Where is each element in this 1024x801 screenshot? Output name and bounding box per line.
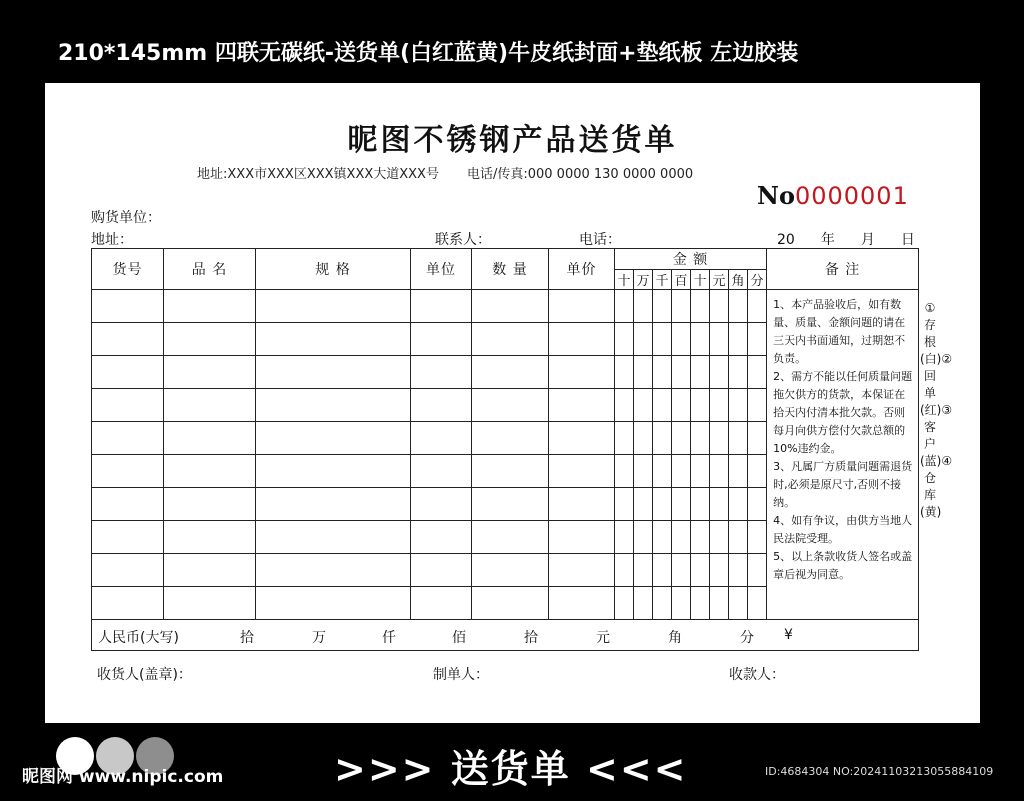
table-cell[interactable] — [92, 389, 164, 422]
table-cell[interactable] — [748, 323, 767, 356]
table-cell[interactable] — [672, 290, 691, 323]
table-cell[interactable] — [691, 587, 710, 620]
table-cell[interactable] — [164, 323, 256, 356]
col-header-spec: 规 格 — [256, 249, 411, 290]
table-cell[interactable] — [748, 554, 767, 587]
buyer-field[interactable]: 购货单位： — [91, 210, 161, 226]
table-cell[interactable] — [92, 587, 164, 620]
table-cell[interactable] — [729, 389, 748, 422]
banner-title: 210*145mm 四联无碳纸-送货单(白红蓝黄)牛皮纸封面+垫纸板 左边胶装 — [58, 41, 799, 66]
table-cell[interactable] — [672, 587, 691, 620]
serial-label: No — [757, 181, 795, 210]
table-cell[interactable] — [256, 488, 411, 521]
table-cell[interactable] — [256, 455, 411, 488]
table-cell[interactable] — [256, 356, 411, 389]
table-cell[interactable] — [672, 554, 691, 587]
table-cell[interactable] — [164, 521, 256, 554]
table-cell[interactable] — [472, 356, 549, 389]
table-cell[interactable] — [710, 323, 729, 356]
table-cell[interactable] — [164, 587, 256, 620]
company-contact-line — [197, 163, 693, 182]
table-cell[interactable] — [549, 389, 615, 422]
form-title: 昵图不锈钢产品送货单 — [347, 123, 678, 158]
receiver-signature[interactable]: 收货人(盖章)： — [97, 667, 192, 683]
remark-item: 2、需方不能以任何质量问题拖欠供方的货款，本保证在拾天内付清本批欠款。否则每月向供方偿付欠款总额的10%违约金。 — [773, 370, 913, 455]
table-cell[interactable] — [615, 455, 634, 488]
table-cell[interactable] — [729, 488, 748, 521]
table-cell[interactable] — [615, 389, 634, 422]
total-amount-row: 人民币(大写) 拾 万 仟 佰 拾 元 角 分 ¥ — [92, 620, 919, 651]
payee-signature[interactable]: 收款人： — [729, 667, 785, 683]
table-cell[interactable] — [672, 521, 691, 554]
table-cell[interactable] — [411, 521, 472, 554]
table-cell[interactable] — [472, 323, 549, 356]
table-cell[interactable] — [672, 455, 691, 488]
table-cell[interactable] — [634, 356, 653, 389]
table-cell[interactable] — [549, 356, 615, 389]
table-cell[interactable] — [729, 356, 748, 389]
table-cell[interactable] — [729, 455, 748, 488]
table-cell[interactable] — [672, 389, 691, 422]
remark-item: 4、如有争议，由供方当地人民法院受理。 — [773, 514, 913, 545]
table-cell[interactable] — [634, 587, 653, 620]
table-cell[interactable] — [691, 389, 710, 422]
table-cell[interactable] — [729, 521, 748, 554]
table-cell[interactable] — [748, 422, 767, 455]
table-cell[interactable] — [92, 356, 164, 389]
table-cell[interactable] — [411, 323, 472, 356]
table-cell[interactable] — [710, 389, 729, 422]
col-header-quantity: 数 量 — [472, 249, 549, 290]
digit-header: 元 — [710, 270, 729, 290]
table-cell[interactable] — [672, 323, 691, 356]
col-header-remarks: 备 注 — [767, 249, 919, 290]
table-cell[interactable] — [691, 356, 710, 389]
table-cell[interactable] — [615, 521, 634, 554]
table-cell[interactable] — [472, 290, 549, 323]
col-header-amount: 金 额 — [615, 249, 767, 270]
serial-number — [757, 181, 909, 210]
table-cell[interactable] — [92, 554, 164, 587]
table-cell[interactable] — [653, 290, 672, 323]
table-cell[interactable] — [256, 290, 411, 323]
table-cell[interactable] — [748, 290, 767, 323]
table-cell[interactable] — [549, 521, 615, 554]
table-cell[interactable] — [710, 356, 729, 389]
digit-header: 千 — [653, 270, 672, 290]
table-row — [92, 290, 919, 323]
table-cell[interactable] — [411, 422, 472, 455]
table-cell[interactable] — [549, 488, 615, 521]
table-cell[interactable] — [256, 587, 411, 620]
table-cell[interactable] — [411, 389, 472, 422]
table-cell[interactable] — [729, 587, 748, 620]
table-cell[interactable] — [748, 587, 767, 620]
table-cell[interactable] — [411, 554, 472, 587]
table-cell[interactable] — [411, 455, 472, 488]
table-cell[interactable] — [710, 455, 729, 488]
table-cell[interactable] — [549, 290, 615, 323]
digit-header: 万 — [634, 270, 653, 290]
table-cell[interactable] — [256, 554, 411, 587]
table-cell[interactable] — [164, 422, 256, 455]
table-cell[interactable] — [691, 323, 710, 356]
table-cell[interactable] — [164, 290, 256, 323]
table-cell[interactable] — [411, 356, 472, 389]
table-cell[interactable] — [411, 488, 472, 521]
table-cell[interactable] — [256, 521, 411, 554]
table-cell[interactable] — [634, 455, 653, 488]
table-cell[interactable] — [634, 290, 653, 323]
table-cell[interactable] — [748, 356, 767, 389]
site-watermark: 昵图网 www.nipic.com — [22, 767, 224, 787]
table-cell[interactable] — [92, 422, 164, 455]
table-cell[interactable] — [92, 455, 164, 488]
table-cell[interactable] — [549, 323, 615, 356]
table-cell[interactable] — [710, 554, 729, 587]
phone-field[interactable]: 电话： — [579, 232, 621, 248]
table-cell[interactable] — [653, 356, 672, 389]
table-cell[interactable] — [164, 389, 256, 422]
table-cell[interactable] — [92, 290, 164, 323]
table-cell[interactable] — [472, 455, 549, 488]
footer-caption: >>> 送货单 <<< — [334, 747, 688, 791]
digit-header: 角 — [729, 270, 748, 290]
digit-header: 百 — [672, 270, 691, 290]
table-cell[interactable] — [710, 290, 729, 323]
table-cell[interactable] — [653, 488, 672, 521]
table-cell[interactable] — [615, 422, 634, 455]
table-cell[interactable] — [615, 323, 634, 356]
table-cell[interactable] — [549, 587, 615, 620]
table-cell[interactable] — [256, 389, 411, 422]
table-cell[interactable] — [653, 422, 672, 455]
contact-field[interactable]: 联系人： — [435, 232, 491, 248]
table-cell[interactable] — [472, 389, 549, 422]
table-cell[interactable] — [634, 488, 653, 521]
table-cell[interactable] — [653, 587, 672, 620]
table-cell[interactable] — [411, 290, 472, 323]
digit-header: 分 — [748, 270, 767, 290]
maker-signature[interactable]: 制单人： — [433, 667, 489, 683]
company-address: 地址:XXX市XXX区XXX镇XXX大道XXX号 — [197, 167, 439, 182]
table-cell[interactable] — [748, 455, 767, 488]
table-cell[interactable] — [472, 587, 549, 620]
delivery-note-form — [45, 83, 980, 723]
image-id: ID:4684304 NO:20241103213055884109 — [765, 765, 994, 778]
table-cell[interactable] — [634, 323, 653, 356]
table-cell[interactable] — [472, 488, 549, 521]
table-cell[interactable] — [672, 488, 691, 521]
col-header-unit-price: 单价 — [549, 249, 615, 290]
table-cell[interactable] — [710, 521, 729, 554]
yuan-symbol: ¥ — [784, 627, 793, 643]
table-cell[interactable] — [549, 455, 615, 488]
table-cell[interactable] — [691, 488, 710, 521]
table-cell[interactable] — [634, 422, 653, 455]
table-cell[interactable] — [472, 521, 549, 554]
total-label: 人民币(大写) — [98, 630, 179, 646]
digit-header: 十 — [615, 270, 634, 290]
table-cell[interactable] — [549, 554, 615, 587]
remark-item: 5、以上条款收货人签名或盖章后视为同意。 — [773, 550, 913, 581]
table-cell[interactable] — [634, 554, 653, 587]
table-cell[interactable] — [615, 290, 634, 323]
table-cell[interactable] — [729, 323, 748, 356]
table-cell[interactable] — [653, 521, 672, 554]
table-cell[interactable] — [748, 521, 767, 554]
table-cell[interactable] — [653, 455, 672, 488]
table-cell[interactable] — [729, 290, 748, 323]
table-cell[interactable] — [615, 554, 634, 587]
table-cell[interactable] — [472, 554, 549, 587]
table-cell[interactable] — [92, 488, 164, 521]
col-header-unit: 单位 — [411, 249, 472, 290]
table-cell[interactable] — [92, 323, 164, 356]
table-cell[interactable] — [164, 488, 256, 521]
table-cell[interactable] — [653, 323, 672, 356]
table-cell[interactable] — [615, 356, 634, 389]
table-cell[interactable] — [691, 455, 710, 488]
table-cell[interactable] — [710, 422, 729, 455]
table-cell[interactable] — [710, 587, 729, 620]
remarks-cell — [767, 290, 919, 620]
col-header-product-name: 品 名 — [164, 249, 256, 290]
date-field[interactable]: 20 年 月 日 — [777, 232, 915, 248]
table-cell[interactable] — [672, 422, 691, 455]
digit-header: 十 — [691, 270, 710, 290]
company-phone-fax: 电话/传真:000 0000 130 0000 0000 — [466, 167, 694, 182]
table-cell[interactable] — [691, 422, 710, 455]
col-header-item-no: 货号 — [92, 249, 164, 290]
items-table — [91, 248, 919, 651]
serial-value: 0000001 — [794, 182, 909, 210]
table-cell[interactable] — [164, 356, 256, 389]
table-cell[interactable] — [653, 554, 672, 587]
table-cell[interactable] — [411, 587, 472, 620]
address-field[interactable]: 地址： — [91, 232, 133, 248]
table-cell[interactable] — [691, 521, 710, 554]
table-cell[interactable] — [615, 587, 634, 620]
table-cell[interactable] — [691, 290, 710, 323]
table-cell[interactable] — [164, 455, 256, 488]
table-cell[interactable] — [256, 422, 411, 455]
table-cell[interactable] — [691, 554, 710, 587]
table-cell[interactable] — [748, 488, 767, 521]
table-cell[interactable] — [653, 389, 672, 422]
table-cell[interactable] — [634, 389, 653, 422]
table-cell[interactable] — [256, 323, 411, 356]
table-cell[interactable] — [748, 389, 767, 422]
table-cell[interactable] — [615, 488, 634, 521]
table-cell[interactable] — [92, 521, 164, 554]
table-cell[interactable] — [472, 422, 549, 455]
table-cell[interactable] — [672, 356, 691, 389]
copy-colors-legend: ①存根(白)②回单(红)③客户(蓝)④仓库(黄) — [920, 301, 953, 519]
table-cell[interactable] — [710, 488, 729, 521]
table-cell[interactable] — [729, 422, 748, 455]
table-cell[interactable] — [164, 554, 256, 587]
remark-item: 1、本产品验收后，如有数量、质量、金额问题的请在三天内书面通知，过期恕不负责。 — [773, 298, 906, 365]
remark-item: 3、凡属厂方质量问题需退货时,必须是原尺寸,否则不接纳。 — [773, 460, 913, 509]
table-cell[interactable] — [729, 554, 748, 587]
table-cell[interactable] — [549, 422, 615, 455]
table-cell[interactable] — [634, 521, 653, 554]
